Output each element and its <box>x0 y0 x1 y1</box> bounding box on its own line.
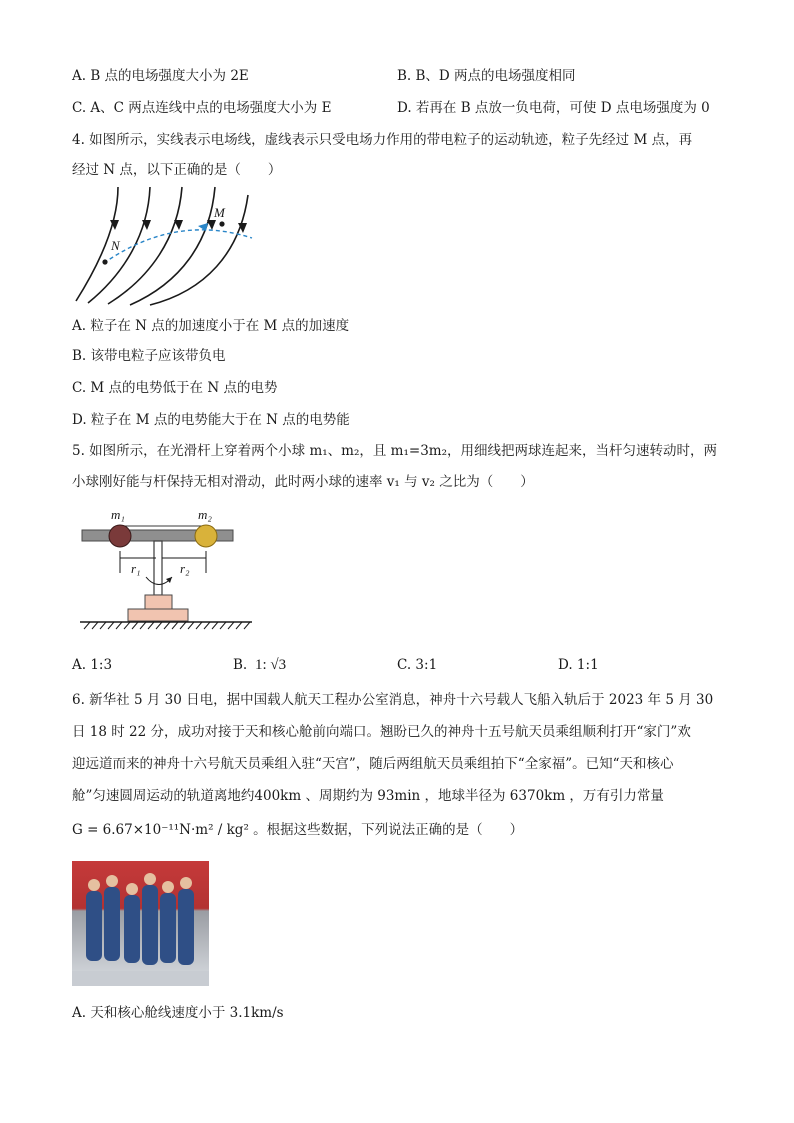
trajectory-curve <box>104 230 252 263</box>
q5-option-d: D. 1:1 <box>558 657 599 673</box>
arrowhead-4 <box>207 220 216 230</box>
q4-option-a: A. 粒子在 N 点的加速度小于在 M 点的加速度 <box>72 318 350 334</box>
q3-option-b: B. B、D 两点的电场强度相同 <box>397 68 576 84</box>
q6-line3: 迎远道而来的神舟十六号航天员乘组入驻“天宫”，随后两组航天员乘组拍下“全家福”。已知“天和核心 <box>72 756 674 772</box>
q5-option-c: C. 3:1 <box>397 657 438 673</box>
q5-option-b-value: 1: √3 <box>255 657 287 673</box>
q3-option-a: A. B 点的电场强度大小为 2E <box>72 68 249 84</box>
astronaut-figure <box>86 891 102 961</box>
q3-option-c: C. A、C 两点连线中点的电场强度大小为 E <box>72 100 332 116</box>
q4-option-c: C. M 点的电势低于在 N 点的电势 <box>72 380 278 396</box>
astronaut-figure <box>104 887 120 961</box>
q6-option-a: A. 天和核心舱线速度小于 3.1km/s <box>72 1005 284 1021</box>
label-n: N <box>111 238 120 253</box>
field-line-5 <box>150 195 248 305</box>
label-m2: m₂ <box>198 507 212 522</box>
q6-line5: G = 6.67×10⁻¹¹N·m² / kg² 。根据这些数据，下列说法正确的是（ ） <box>72 822 524 838</box>
label-r1: r₁ <box>131 561 141 576</box>
q4-option-b: B. 该带电粒子应该带负电 <box>72 348 226 364</box>
astronaut-figure <box>142 885 158 965</box>
q5-rod-diagram <box>76 503 256 633</box>
point-m <box>219 221 224 226</box>
q4-field-diagram <box>70 183 260 308</box>
q5-option-b-prefix: B. <box>233 657 248 673</box>
field-line-4 <box>130 187 215 305</box>
astronaut-figure <box>160 893 176 963</box>
astronauts-photo <box>72 861 209 986</box>
ball-m2 <box>195 525 217 547</box>
point-n <box>102 259 107 264</box>
q6-line1: 6. 新华社 5 月 30 日电，据中国载人航天工程办公室消息，神舟十六号载人飞船入轨后于 2023 年 5 月 30 <box>72 692 714 708</box>
ball-m1 <box>109 525 131 547</box>
q5-stem-line2: 小球刚好能与杆保持无相对滑动，此时两小球的速率 v₁ 与 v₂ 之比为（ ） <box>72 474 534 490</box>
q3-option-d: D. 若再在 B 点放一负电荷，可使 D 点电场强度为 0 <box>397 100 710 116</box>
astronaut-figure <box>178 889 194 965</box>
label-m1: m₁ <box>111 507 125 522</box>
q5-stem-line1: 5. 如图所示，在光滑杆上穿着两个小球 m₁、m₂，且 m₁=3m₂，用细线把两球连起来，当杆匀速转动时，两 <box>72 443 718 459</box>
astronaut-figure <box>124 895 140 963</box>
label-m: M <box>214 205 225 220</box>
q5-option-a: A. 1:3 <box>72 657 113 673</box>
arrowhead-3 <box>174 220 183 230</box>
q6-line4: 舱”匀速圆周运动的轨道离地约400km 、周期约为 93min ，地球半径为 6370km ，万有引力常量 <box>72 788 664 804</box>
q4-stem-line2: 经过 N 点，以下正确的是（ ） <box>72 162 282 178</box>
base-top <box>145 595 172 609</box>
base-bottom <box>128 609 188 621</box>
label-r2: r₂ <box>180 561 190 576</box>
q4-stem-line1: 4. 如图所示，实线表示电场线，虚线表示只受电场力作用的带电粒子的运动轨迹，粒子先经过 M 点，再 <box>72 132 693 148</box>
q4-option-d: D. 粒子在 M 点的电势能大于在 N 点的电势能 <box>72 412 350 428</box>
q6-line2: 日 18 时 22 分，成功对接于天和核心舱前向端口。翘盼已久的神舟十五号航天员乘组顺利打开“家门”欢 <box>72 724 691 740</box>
vertical-shaft <box>154 541 162 595</box>
ground-hatching <box>84 622 250 629</box>
